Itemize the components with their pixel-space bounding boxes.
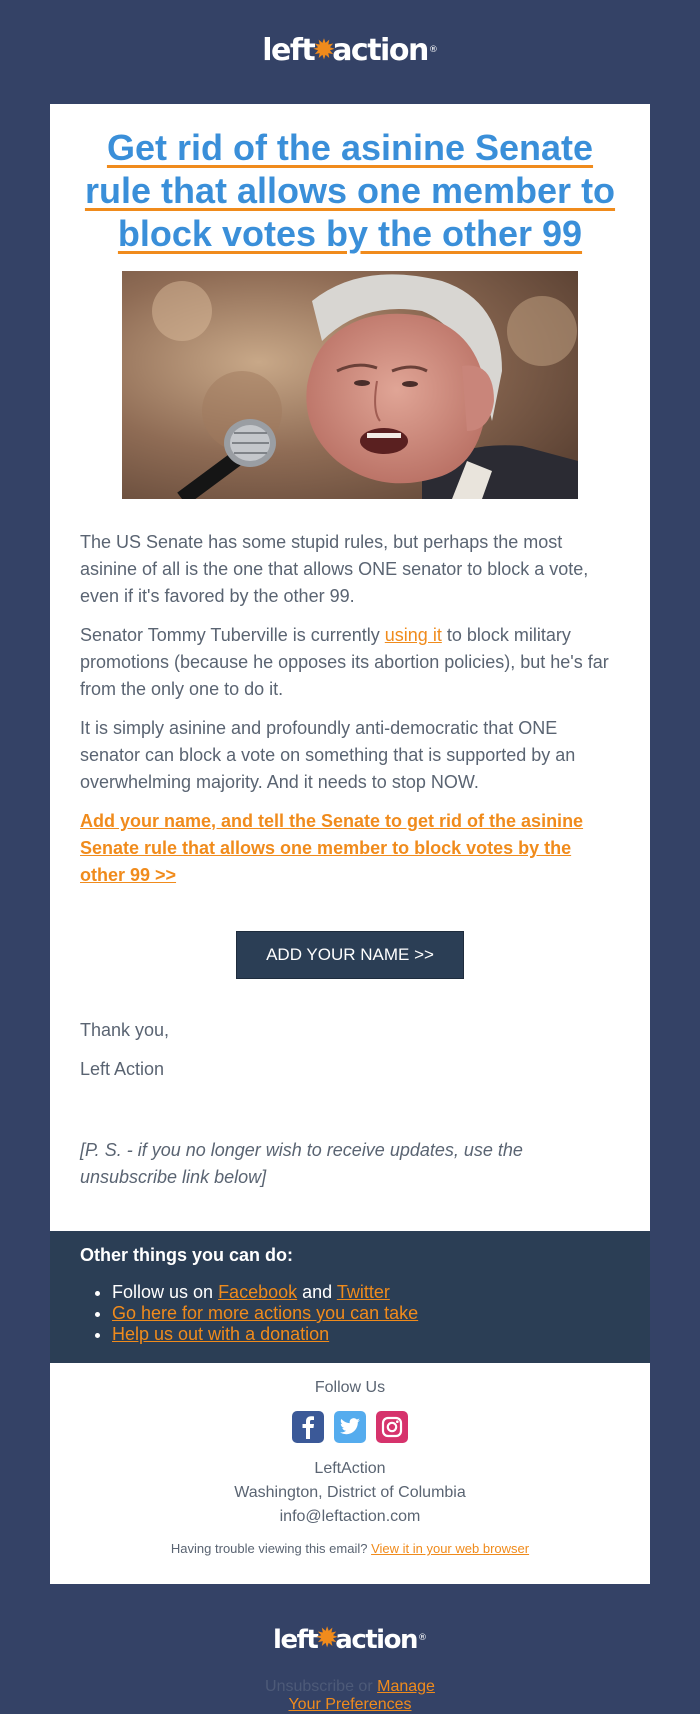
facebook-link[interactable]: Facebook <box>218 1282 298 1302</box>
list-item <box>112 1282 620 1303</box>
follow-us-label: Follow Us <box>314 1379 386 1396</box>
unsubscribe-block <box>0 1678 700 1714</box>
email-footer <box>50 1363 650 1584</box>
list-item <box>112 1303 620 1324</box>
bottom-area <box>0 1584 700 1714</box>
org-email: info@leftaction.com <box>279 1508 421 1525</box>
other-actions-heading: Other things you can do: <box>80 1245 294 1265</box>
other-actions-list <box>80 1282 620 1345</box>
view-in-browser-link[interactable]: View it in your web browser <box>371 1541 530 1556</box>
leftaction-logo[interactable] <box>262 28 438 73</box>
org-city: Washington, District of Columbia <box>234 1484 466 1501</box>
button-row <box>80 901 620 1017</box>
trouble-text: Having trouble viewing this email? <box>170 1541 372 1556</box>
paragraph-2-end: to block military promotions (because he opposes its abortion policies), but he's far from the only one to do it. <box>80 625 609 699</box>
twitter-link[interactable]: Twitter <box>336 1282 390 1302</box>
postscript: [P. S. - if you no longer wish to receive updates, use the unsubscribe link below] <box>80 1140 523 1187</box>
registered-mark: ® <box>417 1633 427 1643</box>
or-text: or <box>353 1678 378 1695</box>
logo-text-left: left <box>273 1625 318 1655</box>
more-actions-link[interactable]: Go here for more actions you can take <box>112 1303 419 1323</box>
trouble-viewing <box>50 1541 650 1556</box>
org-name: LeftAction <box>314 1460 386 1477</box>
unsubscribe-link[interactable]: Unsubscribe <box>265 1678 354 1695</box>
social-icons <box>50 1411 650 1443</box>
twitter-icon[interactable] <box>334 1411 366 1443</box>
instagram-icon[interactable] <box>376 1411 408 1443</box>
logo-text-right: action <box>332 33 428 68</box>
logo-text-left: left <box>262 33 315 68</box>
other-actions-panel <box>50 1231 650 1363</box>
and-text: and <box>297 1282 337 1302</box>
paragraph-2 <box>80 622 620 703</box>
footer-logo[interactable] <box>273 1616 427 1662</box>
paragraph-2-start: Senator Tommy Tuberville is currently <box>80 625 385 645</box>
registered-mark: ® <box>428 45 438 55</box>
manage-link[interactable]: Manage <box>377 1678 435 1695</box>
facebook-icon[interactable] <box>292 1411 324 1443</box>
add-your-name-button[interactable]: ADD YOUR NAME >> <box>236 931 464 979</box>
message-body <box>50 499 650 1083</box>
thanks-text: Thank you, <box>80 1020 170 1040</box>
headline-link[interactable]: Get rid of the asinine Senate rule that allows one member to block votes by the other 99 <box>84 127 616 254</box>
email-card <box>50 104 650 1584</box>
list-item <box>112 1324 620 1345</box>
donation-link[interactable]: Help us out with a donation <box>112 1324 330 1344</box>
paragraph-1: The US Senate has some stupid rules, but perhaps the most asinine of all is the one that allows ONE senator to block a vote, even if it's favored by the other 99. <box>80 532 589 606</box>
cta-paragraph <box>80 808 620 889</box>
signoff-block <box>80 1017 620 1083</box>
burst-icon: ✹ <box>315 1621 338 1654</box>
paragraph-3: It is simply asinine and profoundly anti-democratic that ONE senator can block a vote on something that is supported by an overwhelming majority. And it needs to stop NOW. <box>80 718 576 792</box>
headline-block <box>50 104 650 271</box>
senator-photo[interactable] <box>122 271 578 499</box>
signoff-name: Left Action <box>80 1059 165 1079</box>
preferences-link[interactable]: Your Preferences <box>288 1696 412 1713</box>
follow-prefix: Follow us on <box>112 1282 219 1302</box>
header-logo-area <box>0 0 700 76</box>
photo-illustration <box>122 271 578 499</box>
add-name-link[interactable]: Add your name, and tell the Senate to get rid of the asinine Senate rule that allows one member to block votes by the other 99 >> <box>80 811 584 885</box>
logo-text-right: action <box>335 1625 417 1655</box>
using-it-link[interactable]: using it <box>384 625 442 645</box>
burst-icon: ✹ <box>312 33 335 66</box>
